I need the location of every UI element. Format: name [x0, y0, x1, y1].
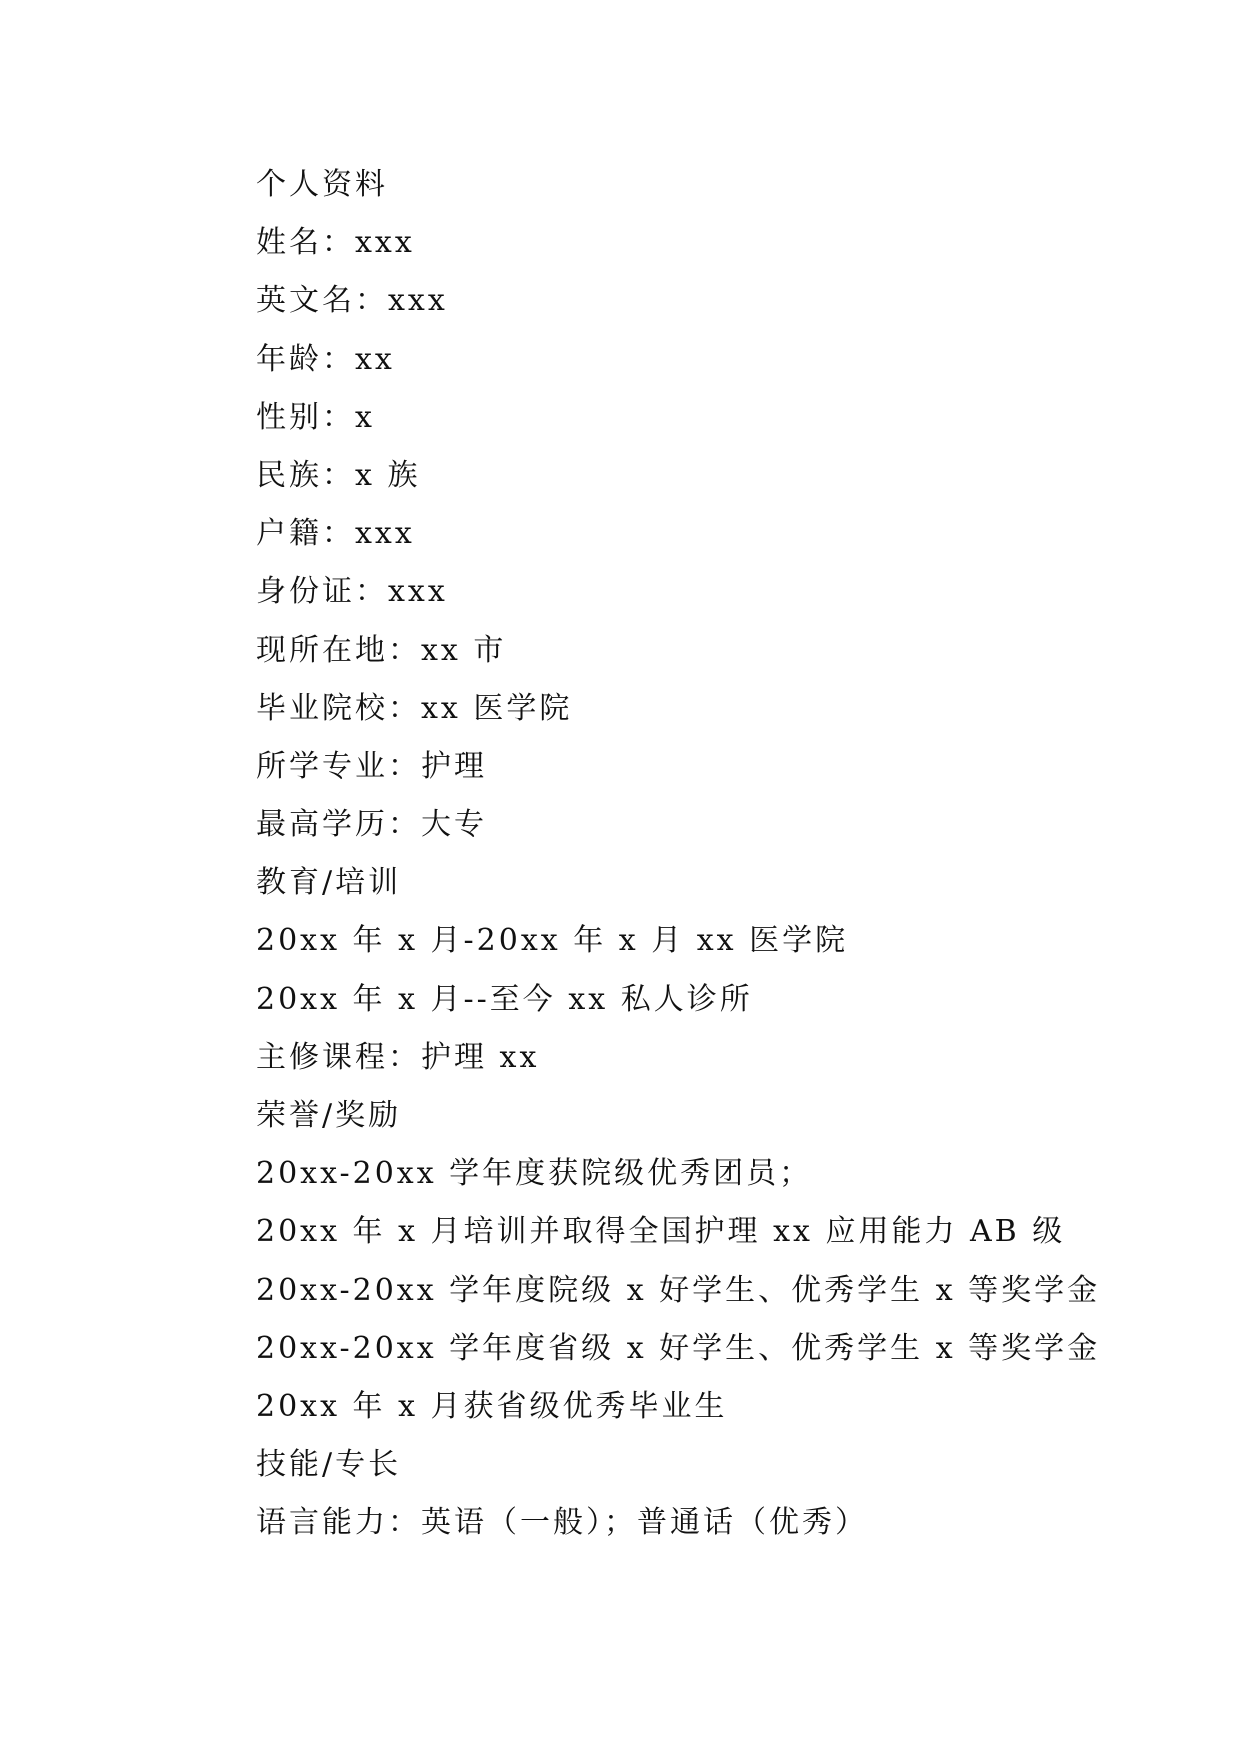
education-entry: 20xx 年 x 月--至今 xx 私人诊所: [256, 981, 753, 1017]
field-graduated-school: 毕业院校：xx 医学院: [256, 690, 573, 726]
field-age: 年龄：xx: [256, 341, 395, 377]
section-heading-education: 教育/培训: [256, 865, 402, 901]
honor-entry: 20xx-20xx 学年度院级 x 好学生、优秀学生 x 等奖学金: [256, 1272, 1101, 1308]
field-name: 姓名：xxx: [256, 225, 415, 261]
field-highest-education: 最高学历：大专: [256, 807, 487, 843]
field-major: 所学专业：护理: [256, 748, 487, 784]
section-heading-personal-info: 个人资料: [256, 167, 388, 202]
field-id-card: 身份证：xxx: [256, 574, 448, 610]
honor-entry: 20xx 年 x 月培训并取得全国护理 xx 应用能力 AB 级: [256, 1214, 1066, 1250]
field-language-ability: 语言能力：英语（一般）；普通话（优秀）: [256, 1505, 868, 1541]
field-household-registration: 户籍：xxx: [256, 516, 415, 552]
honor-entry: 20xx 年 x 月获省级优秀毕业生: [256, 1388, 728, 1424]
honor-entry: 20xx-20xx 学年度省级 x 好学生、优秀学生 x 等奖学金: [256, 1330, 1101, 1366]
section-heading-honors: 荣誉/奖励: [256, 1098, 402, 1133]
section-heading-skills: 技能/专长: [256, 1447, 402, 1483]
field-main-courses: 主修课程：护理 xx: [256, 1039, 540, 1075]
field-ethnicity: 民族：x 族: [256, 457, 421, 493]
field-english-name: 英文名：xxx: [256, 283, 448, 319]
honor-entry: 20xx-20xx 学年度获院级优秀团员；: [256, 1156, 813, 1192]
field-gender: 性别：x: [256, 399, 375, 435]
education-entry: 20xx 年 x 月-20xx 年 x 月 xx 医学院: [256, 923, 849, 959]
document-body: [256, 156, 1156, 1553]
field-current-location: 现所在地：xx 市: [256, 632, 507, 668]
